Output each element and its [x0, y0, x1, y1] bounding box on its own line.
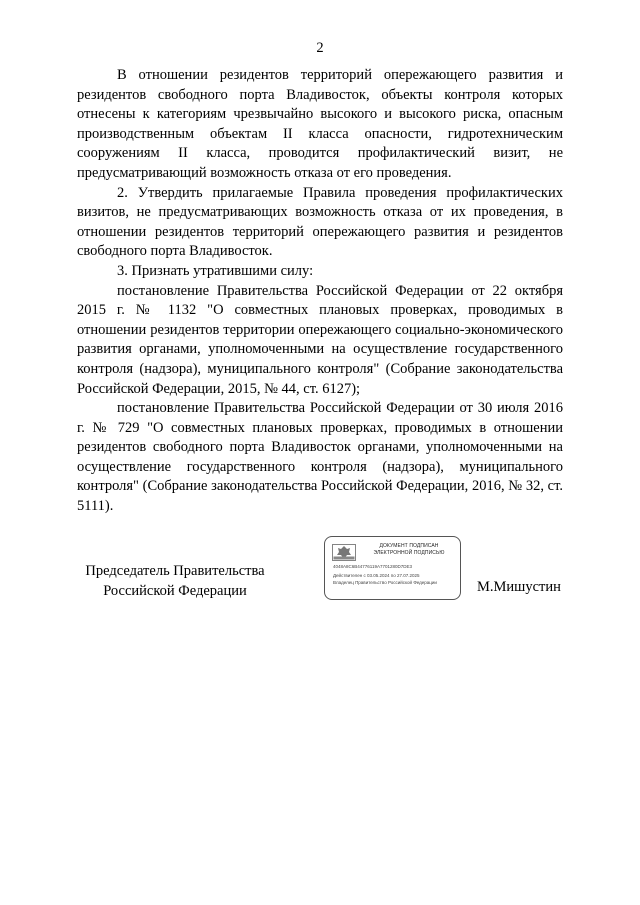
- page-number: 2: [316, 40, 324, 56]
- signer-position-line-2: Российской Федерации: [103, 583, 247, 599]
- signer-position-line-1: Председатель Правительства: [85, 563, 265, 579]
- coat-of-arms-icon: [332, 544, 356, 561]
- document-body: [77, 66, 563, 517]
- electronic-signature-stamp: [324, 536, 461, 600]
- stamp-certificate-number: 4048A8C6B44776119A7701280D7DE3: [333, 564, 412, 569]
- stamp-title: [363, 543, 455, 556]
- stamp-title-line-1: ДОКУМЕНТ ПОДПИСАН: [379, 543, 439, 549]
- stamp-validity-period: Действителен с 03.05.2024 по 27.07.2025: [333, 573, 420, 578]
- paragraph-repeal-resolution-1132: постановление Правительства Российской Федерации от 22 октября 2015 г. № 1132 "О совместных плановых проверках, проводимых в отношении резидентов территории опережающего социально-экономического развития органами, уполномоченными на осуществление государственного контроля (надзора), муниципального контроля" (Собрание законодательства Российской Федерации, 2015, № 44, ст. 6127);: [77, 282, 563, 397]
- paragraph-repeal-resolution-729: постановление Правительства Российской Федерации от 30 июля 2016 г. № 729 "О совместных плановых проверках, проводимых в отношении резидентов свободного порта Владивосток органами, уполномоченными на осуществление государственного контроля (надзора), муниципального контроля" (Собрание законодательства Российской Федерации, 2016, № 32, ст. 5111).: [77, 400, 563, 515]
- stamp-title-line-2: ЭЛЕКТРОННОЙ ПОДПИСЬЮ: [373, 549, 445, 556]
- stamp-owner: Владелец Правительство Российской Федерации: [333, 580, 437, 585]
- signer-position: [77, 561, 273, 601]
- paragraph-approve-rules: 2. Утвердить прилагаемые Правила проведения профилактических визитов, не предусматривающих возможность отказа от их проведения, в отношении резидентов территорий опережающего развития и резидентов свободного порта Владивосток.: [77, 184, 563, 260]
- paragraph-visit-rule: В отношении резидентов территорий опережающего развития и резидентов свободного порта Владивосток, объекты контроля которых отнесены к категориям чрезвычайно высокого и высокого риска, опасным производственным объектам II класса опасности, гидротехническим сооружениям II класса, проводится профилактический визит, не предусматривающий возможность отказа от его проведения.: [77, 67, 563, 181]
- signer-name: М.Мишустин: [477, 579, 561, 595]
- paragraph-repeal-heading: 3. Признать утратившими силу:: [117, 262, 314, 279]
